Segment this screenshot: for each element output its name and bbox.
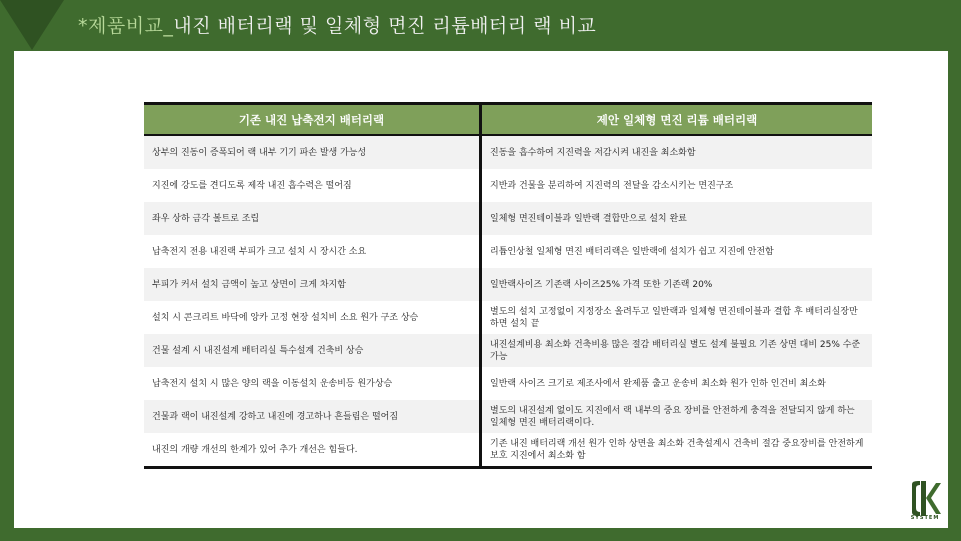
logo-text: SYSTEM (910, 515, 940, 521)
existing-cell: 건물 설계 시 내진설계 배터리실 특수설계 건축비 상승 (144, 334, 481, 367)
table-header-row (144, 104, 872, 136)
proposed-cell: 일반랙사이즈 기존랙 사이즈25% 가격 또한 기존랙 20% (481, 268, 873, 301)
table-row (144, 301, 872, 334)
existing-cell: 부피가 커서 설치 금액이 높고 상면이 크게 차지함 (144, 268, 481, 301)
existing-cell: 지진에 강도를 견디도록 제작 내진 흡수력은 떨어짐 (144, 169, 481, 202)
table-row (144, 235, 872, 268)
table-row (144, 433, 872, 468)
corner-triangle (0, 0, 64, 50)
existing-cell: 납축전지 전용 내진랙 부피가 크고 설치 시 장시간 소요 (144, 235, 481, 268)
existing-cell: 상부의 진동이 증폭되어 랙 내부 기기 파손 발생 가능성 (144, 135, 481, 169)
table-row (144, 334, 872, 367)
slide-title (78, 11, 596, 38)
table-row (144, 400, 872, 433)
proposed-cell: 내진설계비용 최소화 건축비용 많은 절감 배터리실 별도 설계 불필요 기존 상면 대비 25% 수준 가능 (481, 334, 873, 367)
proposed-cell: 리튬인상철 일체형 면진 배터리랙은 일반랙에 설치가 쉽고 지진에 안전함 (481, 235, 873, 268)
proposed-cell: 진동을 흡수하여 지진력을 저감시켜 내진을 최소화함 (481, 135, 873, 169)
title-prefix: *제품비교_ (78, 15, 174, 37)
table-row (144, 367, 872, 400)
proposed-cell: 일반랙 사이즈 크기로 제조사에서 완제품 출고 운송비 최소화 원가 인하 인건비 최소화 (481, 367, 873, 400)
proposed-cell: 지반과 건물을 분리하여 지진력의 전달을 감소시키는 면진구조 (481, 169, 873, 202)
proposed-cell: 별도의 내진설계 없이도 지진에서 랙 내부의 중요 장비를 안전하게 충격을 전달되지 않게 하는 일체형 면진 배터리랙이다. (481, 400, 873, 433)
proposed-cell: 일체형 면진테이블과 일반랙 결합만으로 설치 완료 (481, 202, 873, 235)
proposed-cell: 별도의 설치 고정없이 지정장소 올려두고 일반랙과 일체형 면진테이블과 결합 후 배터리실장만 하면 설치 끝 (481, 301, 873, 334)
comparison-table (144, 102, 872, 469)
existing-cell: 납축전지 설치 시 많은 양의 랙을 이동설치 운송비등 원가상승 (144, 367, 481, 400)
existing-cell: 설치 시 콘크리트 바닥에 앙카 고정 현장 설치비 소요 원가 구조 상승 (144, 301, 481, 334)
table-row (144, 169, 872, 202)
existing-cell: 건물과 랙이 내진설계 강하고 내진에 경고하나 흔들림은 떨어짐 (144, 400, 481, 433)
table-row (144, 268, 872, 301)
title-text: 내진 배터리랙 및 일체형 면진 리튬배터리 랙 비교 (173, 15, 597, 37)
header-existing: 기존 내진 납축전지 배터리랙 (144, 104, 481, 136)
table-row (144, 135, 872, 169)
header-proposed: 제안 일체형 면진 리튬 배터리랙 (481, 104, 873, 136)
table-row (144, 202, 872, 235)
existing-cell: 내진의 개량 개선의 한계가 있어 추가 개선은 힘들다. (144, 433, 481, 468)
proposed-cell: 기존 내진 배터리랙 개선 원가 인하 상면을 최소화 건축설계시 건축비 절감 중요장비를 안전하게 보호 지진에서 최소화 함 (481, 433, 873, 468)
existing-cell: 좌우 상하 금각 볼트로 조립 (144, 202, 481, 235)
content-panel (14, 51, 948, 528)
